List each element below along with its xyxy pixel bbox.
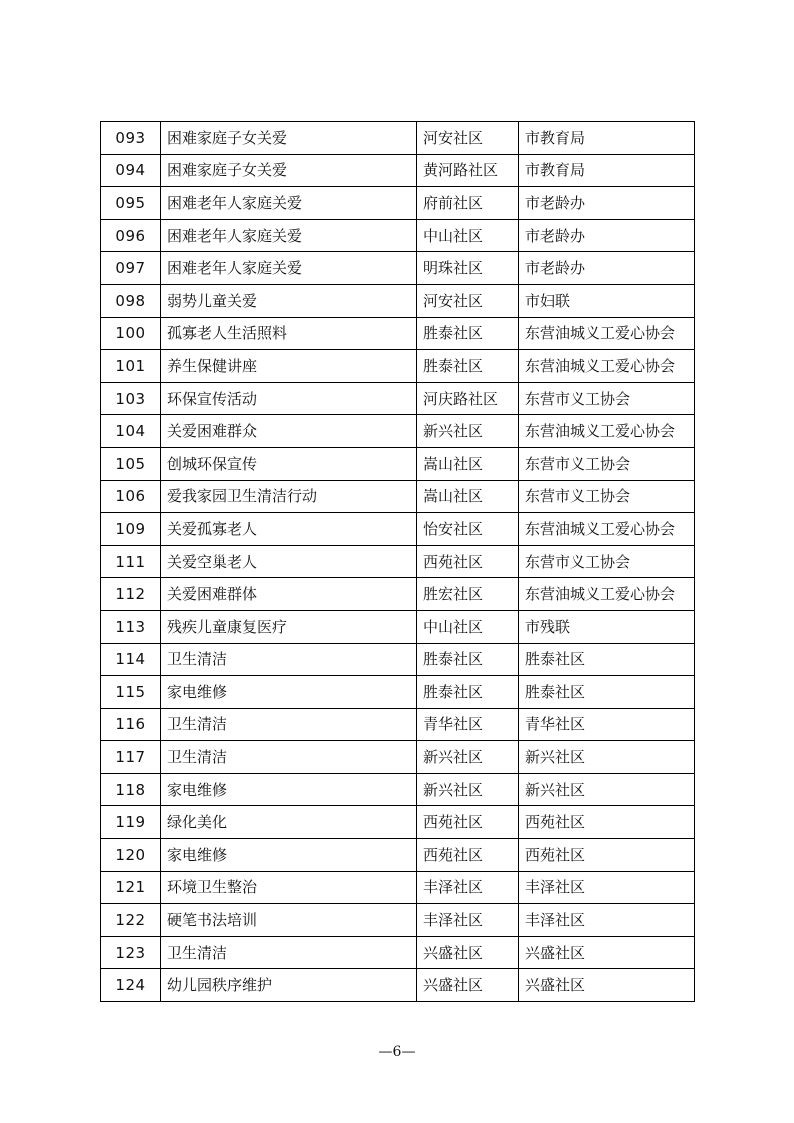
- table-row: [101, 350, 695, 383]
- organizer-cell: 东营市义工协会: [519, 382, 695, 415]
- row-number-cell: 094: [101, 154, 161, 187]
- table-row: [101, 513, 695, 546]
- community-cell: 丰泽社区: [417, 871, 519, 904]
- project-name-cell: 环境卫生整治: [161, 871, 417, 904]
- project-name-cell: 硬笔书法培训: [161, 904, 417, 937]
- table-row: [101, 904, 695, 937]
- table-row: [101, 317, 695, 350]
- organizer-cell: 市教育局: [519, 154, 695, 187]
- table-row: [101, 610, 695, 643]
- organizer-cell: 丰泽社区: [519, 871, 695, 904]
- table-row: [101, 382, 695, 415]
- table-row: [101, 969, 695, 1002]
- organizer-cell: 市教育局: [519, 122, 695, 155]
- community-cell: 胜泰社区: [417, 317, 519, 350]
- project-name-cell: 困难老年人家庭关爱: [161, 219, 417, 252]
- row-number-cell: 109: [101, 513, 161, 546]
- project-table: [100, 121, 695, 1002]
- community-cell: 新兴社区: [417, 773, 519, 806]
- row-number-cell: 111: [101, 545, 161, 578]
- organizer-cell: 东营市义工协会: [519, 480, 695, 513]
- project-name-cell: 家电维修: [161, 676, 417, 709]
- community-cell: 西苑社区: [417, 545, 519, 578]
- community-cell: 黄河路社区: [417, 154, 519, 187]
- community-cell: 西苑社区: [417, 839, 519, 872]
- organizer-cell: 市残联: [519, 610, 695, 643]
- table-row: [101, 643, 695, 676]
- row-number-cell: 106: [101, 480, 161, 513]
- project-name-cell: 卫生清洁: [161, 741, 417, 774]
- row-number-cell: 124: [101, 969, 161, 1002]
- organizer-cell: 西苑社区: [519, 839, 695, 872]
- project-name-cell: 困难老年人家庭关爱: [161, 252, 417, 285]
- community-cell: 河安社区: [417, 284, 519, 317]
- row-number-cell: 116: [101, 708, 161, 741]
- table-row: [101, 447, 695, 480]
- row-number-cell: 122: [101, 904, 161, 937]
- row-number-cell: 120: [101, 839, 161, 872]
- project-name-cell: 家电维修: [161, 773, 417, 806]
- row-number-cell: 121: [101, 871, 161, 904]
- community-cell: 新兴社区: [417, 741, 519, 774]
- project-name-cell: 养生保健讲座: [161, 350, 417, 383]
- community-cell: 中山社区: [417, 610, 519, 643]
- table-row: [101, 676, 695, 709]
- community-cell: 河安社区: [417, 122, 519, 155]
- table-row: [101, 545, 695, 578]
- project-name-cell: 幼儿园秩序维护: [161, 969, 417, 1002]
- row-number-cell: 100: [101, 317, 161, 350]
- row-number-cell: 114: [101, 643, 161, 676]
- community-cell: 西苑社区: [417, 806, 519, 839]
- table-row: [101, 708, 695, 741]
- community-cell: 明珠社区: [417, 252, 519, 285]
- document-page-table-area: [100, 121, 694, 1002]
- community-cell: 胜泰社区: [417, 643, 519, 676]
- organizer-cell: 西苑社区: [519, 806, 695, 839]
- community-cell: 怡安社区: [417, 513, 519, 546]
- organizer-cell: 东营油城义工爱心协会: [519, 513, 695, 546]
- organizer-cell: 市老龄办: [519, 252, 695, 285]
- table-row: [101, 741, 695, 774]
- community-cell: 河庆路社区: [417, 382, 519, 415]
- table-row: [101, 219, 695, 252]
- community-cell: 胜宏社区: [417, 578, 519, 611]
- row-number-cell: 104: [101, 415, 161, 448]
- project-name-cell: 关爱空巢老人: [161, 545, 417, 578]
- organizer-cell: 兴盛社区: [519, 969, 695, 1002]
- row-number-cell: 096: [101, 219, 161, 252]
- table-row: [101, 806, 695, 839]
- community-cell: 嵩山社区: [417, 447, 519, 480]
- table-row: [101, 839, 695, 872]
- row-number-cell: 123: [101, 936, 161, 969]
- organizer-cell: 东营油城义工爱心协会: [519, 317, 695, 350]
- organizer-cell: 市老龄办: [519, 219, 695, 252]
- community-cell: 胜泰社区: [417, 676, 519, 709]
- organizer-cell: 东营市义工协会: [519, 447, 695, 480]
- table-row: [101, 871, 695, 904]
- row-number-cell: 093: [101, 122, 161, 155]
- row-number-cell: 118: [101, 773, 161, 806]
- project-name-cell: 卫生清洁: [161, 936, 417, 969]
- table-row: [101, 284, 695, 317]
- row-number-cell: 115: [101, 676, 161, 709]
- row-number-cell: 103: [101, 382, 161, 415]
- project-name-cell: 卫生清洁: [161, 708, 417, 741]
- organizer-cell: 东营油城义工爱心协会: [519, 350, 695, 383]
- community-cell: 青华社区: [417, 708, 519, 741]
- project-name-cell: 关爱孤寡老人: [161, 513, 417, 546]
- project-name-cell: 残疾儿童康复医疗: [161, 610, 417, 643]
- community-cell: 丰泽社区: [417, 904, 519, 937]
- row-number-cell: 101: [101, 350, 161, 383]
- row-number-cell: 098: [101, 284, 161, 317]
- project-name-cell: 困难老年人家庭关爱: [161, 187, 417, 220]
- community-cell: 兴盛社区: [417, 936, 519, 969]
- table-row: [101, 187, 695, 220]
- row-number-cell: 097: [101, 252, 161, 285]
- community-cell: 府前社区: [417, 187, 519, 220]
- table-body: [101, 122, 695, 1002]
- project-name-cell: 关爱困难群体: [161, 578, 417, 611]
- table-row: [101, 415, 695, 448]
- project-name-cell: 爱我家园卫生清洁行动: [161, 480, 417, 513]
- community-cell: 胜泰社区: [417, 350, 519, 383]
- project-name-cell: 孤寡老人生活照料: [161, 317, 417, 350]
- table-row: [101, 480, 695, 513]
- project-name-cell: 绿化美化: [161, 806, 417, 839]
- community-cell: 嵩山社区: [417, 480, 519, 513]
- table-row: [101, 936, 695, 969]
- row-number-cell: 113: [101, 610, 161, 643]
- project-name-cell: 困难家庭子女关爱: [161, 154, 417, 187]
- organizer-cell: 东营油城义工爱心协会: [519, 578, 695, 611]
- row-number-cell: 117: [101, 741, 161, 774]
- organizer-cell: 东营油城义工爱心协会: [519, 415, 695, 448]
- table-row: [101, 252, 695, 285]
- row-number-cell: 105: [101, 447, 161, 480]
- community-cell: 新兴社区: [417, 415, 519, 448]
- organizer-cell: 市妇联: [519, 284, 695, 317]
- table-row: [101, 773, 695, 806]
- project-name-cell: 困难家庭子女关爱: [161, 122, 417, 155]
- organizer-cell: 胜泰社区: [519, 676, 695, 709]
- project-name-cell: 弱势儿童关爱: [161, 284, 417, 317]
- organizer-cell: 胜泰社区: [519, 643, 695, 676]
- project-name-cell: 关爱困难群众: [161, 415, 417, 448]
- community-cell: 中山社区: [417, 219, 519, 252]
- community-cell: 兴盛社区: [417, 969, 519, 1002]
- table-row: [101, 122, 695, 155]
- page-number: —6—: [378, 1044, 416, 1060]
- organizer-cell: 东营市义工协会: [519, 545, 695, 578]
- organizer-cell: 丰泽社区: [519, 904, 695, 937]
- row-number-cell: 112: [101, 578, 161, 611]
- project-name-cell: 卫生清洁: [161, 643, 417, 676]
- project-name-cell: 家电维修: [161, 839, 417, 872]
- organizer-cell: 兴盛社区: [519, 936, 695, 969]
- organizer-cell: 新兴社区: [519, 773, 695, 806]
- project-name-cell: 环保宣传活动: [161, 382, 417, 415]
- project-name-cell: 创城环保宣传: [161, 447, 417, 480]
- organizer-cell: 青华社区: [519, 708, 695, 741]
- table-row: [101, 154, 695, 187]
- organizer-cell: 新兴社区: [519, 741, 695, 774]
- organizer-cell: 市老龄办: [519, 187, 695, 220]
- table-row: [101, 578, 695, 611]
- row-number-cell: 119: [101, 806, 161, 839]
- row-number-cell: 095: [101, 187, 161, 220]
